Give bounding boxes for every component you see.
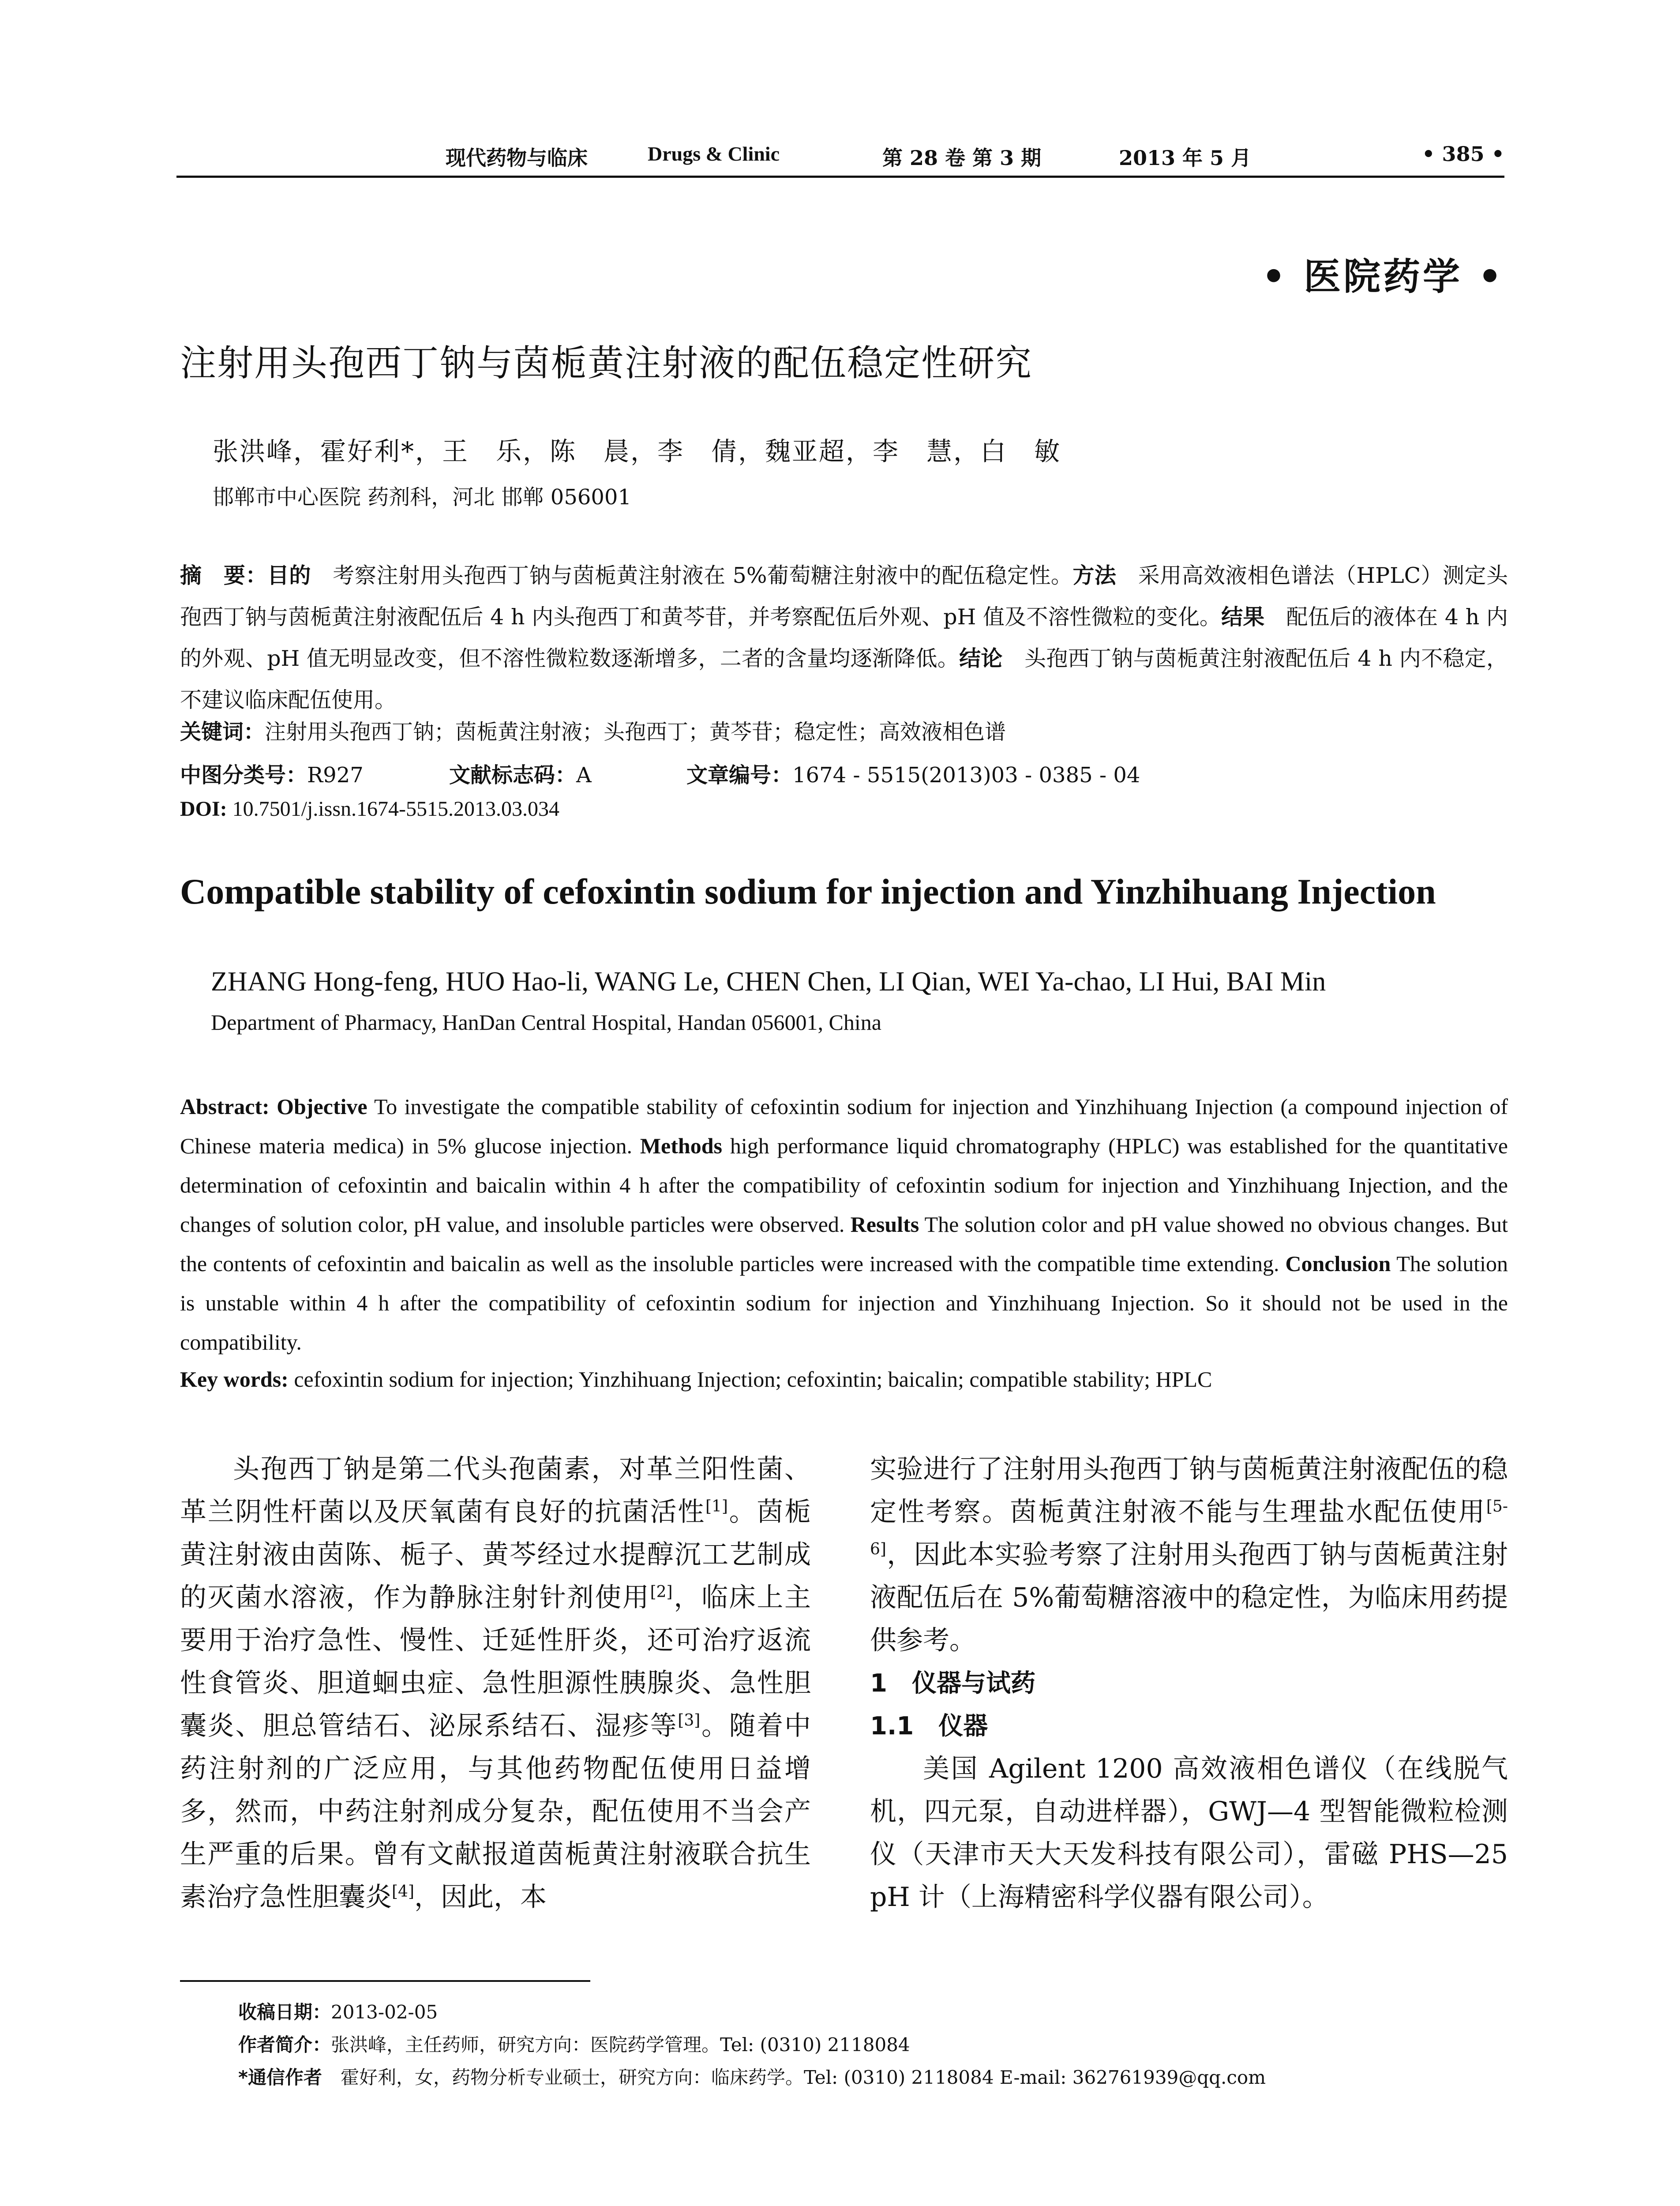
body-paragraph (870, 1448, 1508, 1662)
objective-cn: 考察注射用头孢西丁钠与茵栀黄注射液在 5%葡萄糖注射液中的配伍稳定性。 (311, 563, 1073, 588)
page-number: • 385 • (1422, 142, 1504, 166)
objective-label-cn: 目的 (267, 563, 311, 588)
methods-cn: 采用高效液相色谱法（HPLC）测定头孢西丁钠与茵栀黄注射液配伍后 4 h 内头孢西丁和黄芩苷，并考察配伍后外观、pH 值及不溶性微粒的变化。 (180, 563, 1508, 630)
authors-cn: 张洪峰，霍好利*，王 乐，陈 晨，李 倩，魏亚超，李 慧，白 敏 (213, 436, 1061, 466)
keywords-cn-label: 关键词： (180, 720, 265, 744)
volume-issue: 第 28 卷 第 3 期 (882, 146, 1042, 170)
clc-code: R927 (307, 763, 364, 788)
keywords-en (180, 1360, 1508, 1399)
keywords-cn-text: 注射用头孢西丁钠；茵栀黄注射液；头孢西丁；黄芩苷；稳定性；高效液相色谱 (265, 720, 1006, 744)
authors-en: ZHANG Hong-feng, HUO Hao-li, WANG Le, CHEN Chen, LI Qian, WEI Ya-chao, LI Hui, BAI Min (211, 967, 1326, 997)
header-rule (176, 176, 1504, 178)
citation-ref[interactable]: [2] (650, 1583, 673, 1601)
abstract-cn-label: 摘 要： (180, 563, 267, 588)
conclusion-cn: 头孢西丁钠与茵栀黄注射液配伍后 4 h 内不稳定，不建议临床配伍使用。 (180, 646, 1508, 713)
journal-name-en: Drugs & Clinic (648, 143, 780, 165)
body-text: ，临床上主要用于治疗急性、慢性、迁延性肝炎，还可治疗返流性食管炎、胆道蛔虫症、急性胆源性胰腺炎、急性胆囊炎、胆总管结石、泌尿系结石、湿疹等 (180, 1582, 811, 1741)
keywords-en-text: cefoxintin sodium for injection; Yinzhihuang Injection; cefoxintin; baicalin; compatible stability; HPLC (294, 1367, 1212, 1392)
doi-line (180, 797, 559, 821)
conclusion-label-cn: 结论 (959, 646, 1003, 671)
conclusion-en: The solution is unstable within 4 h after the compatibility of cefoxintin sodium for injection and Yinzhihuang Injection. So it should not be used in the compatibility. (180, 1251, 1508, 1354)
doc-code: A (576, 763, 592, 788)
affiliation-en: Department of Pharmacy, HanDan Central Hospital, Handan 056001, China (211, 1010, 881, 1035)
section-tag: • 医院药学 • (1262, 255, 1504, 298)
body-text: ，因此，本 (414, 1882, 547, 1913)
section-heading-1: 1 仪器与试药 (870, 1669, 1035, 1698)
article-no: 1674 - 5515(2013)03 - 0385 - 04 (792, 763, 1140, 788)
conclusion-label-en: Conclusion (1285, 1251, 1391, 1276)
footnote-received (238, 1998, 438, 2024)
methods-label-cn: 方法 (1072, 563, 1117, 588)
doi-value: 10.7501/j.issn.1674-5515.2013.03.034 (232, 797, 560, 821)
corresponding-label: *通信作者 (238, 2067, 322, 2088)
received-label: 收稿日期： (238, 2001, 331, 2023)
body-text: 。随着中药注射剂的广泛应用，与其他药物配伍使用日益增多，然而，中药注射剂成分复杂，配伍使用不当会产生严重的后果。曾有文献报道茵栀黄注射液联合抗生素治疗急性胆囊炎 (180, 1711, 811, 1913)
objective-label-en: Objective (277, 1094, 368, 1119)
corresponding-info: 霍好利，女，药物分析专业硕士，研究方向：临床药学。Tel: (0310) 2118084 E-mail: 362761939@qq.com (322, 2067, 1266, 2088)
doc-code-label: 文献标志码： (449, 763, 577, 788)
keywords-cn (180, 715, 1006, 745)
affiliation-cn: 邯郸市中心医院 药剂科，河北 邯郸 056001 (213, 485, 632, 510)
citation-ref[interactable]: [3] (678, 1711, 701, 1730)
citation-ref[interactable]: [5-6] (870, 1497, 1508, 1558)
abstract-en-label: Abstract: (180, 1094, 270, 1119)
abstract-en (180, 1087, 1508, 1362)
body-column-left (180, 1448, 811, 1919)
issue-date: 2013 年 5 月 (1119, 146, 1252, 170)
doi-label: DOI: (180, 797, 227, 821)
classification-line (180, 758, 1239, 788)
title-en: Compatible stability of cefoxintin sodium for injection and Yinzhihuang Injection (180, 871, 1436, 912)
citation-ref[interactable]: [1] (705, 1497, 728, 1516)
body-text: 。茵栀黄注射液由茵陈、栀子、黄芩经过水提醇沉工艺制成的灭菌水溶液，作为静脉注射针剂使用 (180, 1497, 811, 1613)
body-text: 实验进行了注射用头孢西丁钠与茵栀黄注射液配伍的稳定性考察。茵栀黄注射液不能与生理盐水配伍使用 (870, 1454, 1508, 1527)
title-cn: 注射用头孢西丁钠与茵栀黄注射液的配伍稳定性研究 (180, 342, 1033, 384)
running-header (176, 142, 1504, 173)
body-paragraph: 美国 Agilent 1200 高效液相色谱仪（在线脱气机，四元泵，自动进样器），GWJ—4 型智能微粒检测仪（天津市天大天发科技有限公司），雷磁 PHS—25 pH 计（上海精密科学仪器有限公司）。 (870, 1753, 1508, 1913)
footnote-rule (180, 1980, 590, 1982)
journal-name-cn: 现代药物与临床 (446, 146, 588, 170)
body-text: ，因此本实验考察了注射用头孢西丁钠与茵栀黄注射液配伍后在 5%葡萄糖溶液中的稳定性，为临床用药提供参考。 (870, 1539, 1508, 1656)
received-date: 2013-02-05 (331, 2001, 438, 2023)
abstract-cn (180, 555, 1508, 721)
footnote-corresponding (238, 2063, 1266, 2090)
section-heading-1-1: 1.1 仪器 (870, 1712, 988, 1741)
objective-en: To investigate the compatible stability of cefoxintin sodium for injection and Yinzhihuang Injection (a compound injection of Chinese materia medica) in 5% glucose injection. (180, 1094, 1508, 1158)
body-text: 头孢西丁钠是第二代头孢菌素，对革兰阳性菌、革兰阴性杆菌以及厌氧菌有良好的抗菌活性 (180, 1454, 811, 1527)
results-en: The solution color and pH value showed no obvious changes. But the contents of cefoxintin and baicalin as well as the insoluble particles were increased with the compatible time extending. (180, 1212, 1508, 1276)
body-paragraph (180, 1448, 811, 1919)
methods-en: high performance liquid chromatography (HPLC) was established for the quantitative determination of cefoxintin and baicalin within 4 h after the compatibility of cefoxintin sodium for injection and Yinzhihuang Injection, and the changes of solution color, pH value, and insoluble particles were observed. (180, 1133, 1508, 1237)
author-bio: 张洪峰，主任药师，研究方向：医院药学管理。Tel: (0310) 2118084 (331, 2034, 910, 2056)
keywords-en-label: Key words: (180, 1367, 289, 1392)
body-column-right (870, 1448, 1508, 1919)
clc-label: 中图分类号： (180, 763, 308, 788)
citation-ref[interactable]: [4] (392, 1883, 414, 1901)
results-label-en: Results (850, 1212, 919, 1237)
author-bio-label: 作者简介： (238, 2034, 331, 2056)
article-no-label: 文章编号： (686, 763, 793, 788)
results-label-cn: 结果 (1221, 604, 1265, 630)
footnote-author (238, 2030, 910, 2057)
results-cn: 配伍后的液体在 4 h 内的外观、pH 值无明显改变，但不溶性微粒数逐渐增多，二者的含量均逐渐降低。 (180, 604, 1508, 671)
methods-label-en: Methods (640, 1133, 722, 1158)
